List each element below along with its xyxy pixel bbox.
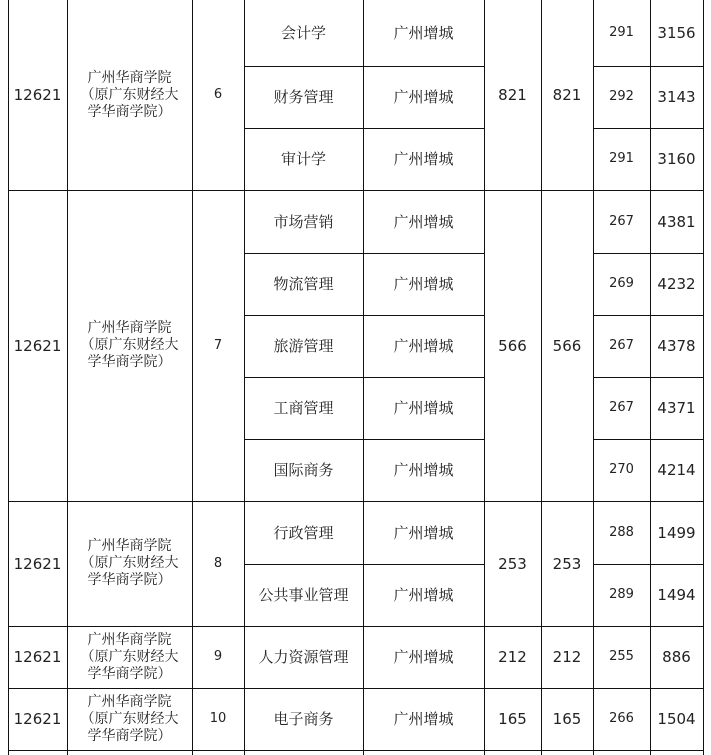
major-row-border <box>593 564 704 565</box>
group-border <box>8 688 704 689</box>
enrolled-count <box>541 501 593 626</box>
group-number <box>192 501 244 626</box>
major-name-text: 审计学 <box>280 150 326 168</box>
major-name-text: 物流管理 <box>273 275 334 293</box>
major-name <box>244 564 363 626</box>
min-rank-text: 3156 <box>657 24 696 42</box>
min-score-text: 291 <box>609 25 634 40</box>
enrolled-count <box>541 0 593 190</box>
group-border <box>8 626 704 627</box>
school-code-text: 12621 <box>13 648 62 666</box>
min-score <box>593 253 650 315</box>
min-rank-text: 886 <box>662 648 691 666</box>
major-name-text: 行政管理 <box>273 523 334 542</box>
school-name-text: 广州华商学院（原广东财经大学华商学院） <box>80 693 179 744</box>
school-code-text: 12621 <box>13 710 62 728</box>
group-number-text: 8 <box>213 555 223 571</box>
school-name-text: 广州华商学院（原广东财经大学华商学院） <box>80 69 179 120</box>
group-number <box>192 626 244 688</box>
campus <box>363 564 484 626</box>
min-rank <box>650 253 703 315</box>
major-name-text: 工商管理 <box>273 399 334 417</box>
min-score <box>593 501 650 564</box>
min-rank <box>650 128 703 190</box>
min-score <box>593 190 650 253</box>
min-rank <box>650 315 703 377</box>
min-rank <box>650 377 703 439</box>
major-name <box>244 688 363 750</box>
min-score-text: 267 <box>609 400 634 415</box>
major-name-text: 电子商务 <box>273 710 334 728</box>
school-code-text: 12621 <box>13 86 62 104</box>
min-score-text: 291 <box>609 151 634 166</box>
min-score <box>593 315 650 377</box>
major-row-border <box>593 128 704 129</box>
min-rank-text: 3143 <box>657 88 696 106</box>
major-row-border <box>593 439 704 440</box>
major-name-text: 人力资源管理 <box>258 648 349 666</box>
enrolled-count-text: 212 <box>552 648 582 666</box>
campus-text: 广州增城 <box>393 523 454 542</box>
school-code <box>8 626 67 688</box>
min-rank <box>650 66 703 128</box>
major-name-text: 财务管理 <box>273 88 334 106</box>
enrolled-count <box>541 626 593 688</box>
min-score-text: 266 <box>609 711 634 726</box>
school-code <box>8 190 67 501</box>
min-score <box>593 128 650 190</box>
major-name <box>244 439 363 501</box>
major-row-border <box>244 564 485 565</box>
campus-text: 广州增城 <box>393 150 454 168</box>
major-name <box>244 626 363 688</box>
plan-count <box>484 501 541 626</box>
min-rank-text: 1504 <box>657 710 696 728</box>
min-rank <box>650 564 703 626</box>
campus <box>363 253 484 315</box>
major-row-border <box>244 377 485 378</box>
campus <box>363 377 484 439</box>
school-code-text: 12621 <box>13 336 62 355</box>
group-border <box>8 750 704 751</box>
group-number-text: 7 <box>213 337 223 353</box>
major-name-text: 市场营销 <box>273 212 334 231</box>
min-score <box>593 66 650 128</box>
major-name-text: 国际商务 <box>273 461 334 479</box>
min-score-text: 270 <box>609 462 634 477</box>
major-name <box>244 190 363 253</box>
min-score-text: 292 <box>609 89 634 104</box>
campus-text: 广州增城 <box>393 648 454 666</box>
campus <box>363 190 484 253</box>
school-code-text: 12621 <box>13 554 62 573</box>
plan-count-text: 165 <box>498 710 527 728</box>
min-score-text: 289 <box>609 587 634 602</box>
plan-count <box>484 626 541 688</box>
min-rank <box>650 190 703 253</box>
school-code <box>8 0 67 190</box>
min-score <box>593 377 650 439</box>
campus <box>363 315 484 377</box>
min-rank-text: 3160 <box>657 150 696 168</box>
campus-text: 广州增城 <box>393 212 454 231</box>
school-name-text: 广州华商学院（原广东财经大学华商学院） <box>80 320 179 370</box>
major-row-border <box>593 377 704 378</box>
campus-text: 广州增城 <box>393 275 454 293</box>
plan-count <box>484 0 541 190</box>
group-number <box>192 190 244 501</box>
min-score <box>593 626 650 688</box>
major-name-text: 会计学 <box>280 24 326 42</box>
enrolled-count <box>541 688 593 750</box>
min-rank-text: 4371 <box>657 399 696 417</box>
min-rank <box>650 626 703 688</box>
school-name-text: 广州华商学院（原广东财经大学华商学院） <box>80 631 179 682</box>
school-name <box>67 190 192 501</box>
school-name <box>67 626 192 688</box>
campus-text: 广州增城 <box>393 337 454 355</box>
enrolled-count-text: 165 <box>552 710 582 728</box>
group-number <box>192 688 244 750</box>
campus <box>363 626 484 688</box>
min-rank-text: 4378 <box>657 337 696 355</box>
min-score <box>593 0 650 66</box>
plan-count <box>484 190 541 501</box>
major-row-border <box>244 128 485 129</box>
group-border <box>8 501 704 502</box>
min-rank-text: 4214 <box>657 461 696 479</box>
major-row-border <box>593 66 704 67</box>
school-name <box>67 688 192 750</box>
enrolled-count-text: 253 <box>552 554 582 573</box>
campus <box>363 501 484 564</box>
min-rank-text: 4381 <box>657 212 696 231</box>
campus <box>363 688 484 750</box>
min-rank <box>650 688 703 750</box>
min-score <box>593 439 650 501</box>
campus <box>363 66 484 128</box>
plan-count-text: 253 <box>498 554 527 573</box>
min-rank <box>650 439 703 501</box>
campus-text: 广州增城 <box>393 710 454 728</box>
major-row-border <box>593 315 704 316</box>
min-rank <box>650 0 703 66</box>
school-name <box>67 0 192 190</box>
enrolled-count <box>541 190 593 501</box>
campus-text: 广州增城 <box>393 88 454 106</box>
plan-count <box>484 688 541 750</box>
major-name-text: 公共事业管理 <box>258 586 349 604</box>
min-score <box>593 564 650 626</box>
school-name <box>67 501 192 626</box>
major-row-border <box>244 253 485 254</box>
min-score-text: 269 <box>609 276 634 291</box>
min-rank <box>650 501 703 564</box>
min-rank-text: 4232 <box>657 275 696 293</box>
min-rank-text: 1499 <box>657 523 696 542</box>
school-code <box>8 501 67 626</box>
min-score-text: 255 <box>609 649 634 664</box>
campus-text: 广州增城 <box>393 24 454 42</box>
major-row-border <box>244 66 485 67</box>
min-rank-text: 1494 <box>657 586 696 604</box>
major-row-border <box>244 439 485 440</box>
min-score-text: 267 <box>609 338 634 353</box>
school-code <box>8 688 67 750</box>
campus <box>363 439 484 501</box>
major-row-border <box>593 253 704 254</box>
min-score-text: 267 <box>609 213 634 229</box>
major-name <box>244 66 363 128</box>
campus <box>363 128 484 190</box>
major-name <box>244 0 363 66</box>
enrolled-count-text: 566 <box>552 336 582 355</box>
school-name-text: 广州华商学院（原广东财经大学华商学院） <box>80 538 179 588</box>
campus-text: 广州增城 <box>393 586 454 604</box>
min-score-text: 288 <box>609 524 634 540</box>
major-row-border <box>244 315 485 316</box>
campus-text: 广州增城 <box>393 399 454 417</box>
major-name <box>244 128 363 190</box>
enrolled-count-text: 821 <box>552 86 582 104</box>
plan-count-text: 212 <box>498 648 527 666</box>
min-score <box>593 688 650 750</box>
plan-count-text: 566 <box>498 336 527 355</box>
major-name <box>244 315 363 377</box>
major-name <box>244 377 363 439</box>
group-number <box>192 0 244 190</box>
group-number-text: 9 <box>213 649 223 664</box>
major-name-text: 旅游管理 <box>273 337 334 355</box>
major-name <box>244 501 363 564</box>
plan-count-text: 821 <box>498 86 527 104</box>
group-number-text: 6 <box>213 87 223 102</box>
major-name <box>244 253 363 315</box>
campus-text: 广州增城 <box>393 461 454 479</box>
group-number-text: 10 <box>209 711 227 726</box>
group-border <box>8 190 704 191</box>
campus <box>363 0 484 66</box>
